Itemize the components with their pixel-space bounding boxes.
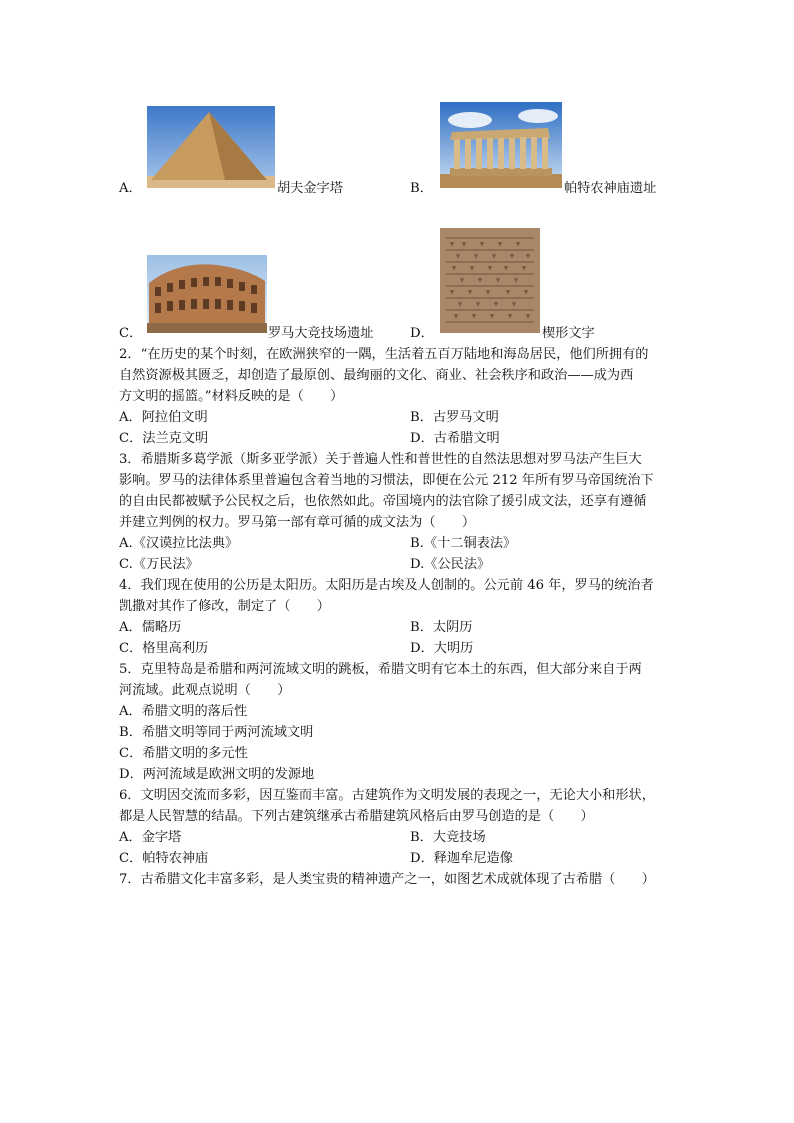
q6-option-a: A．金字塔 [119, 830, 182, 845]
q3-option-c: C.《万民法》 [119, 557, 199, 572]
q5-option-c: C．希腊文明的多元性 [119, 746, 248, 761]
q3-line-2: 影响。罗马的法律体系里普遍包含着当地的习惯法，即便在公元 212 年所有罗马帝国统治下 [119, 473, 654, 488]
cuneiform-photo-icon [440, 228, 540, 333]
option-c-caption: 罗马大竞技场遗址 [268, 326, 374, 341]
q3-option-d: D.《公民法》 [410, 557, 491, 572]
q7-line-1: 7．古希腊文化丰富多彩，是人类宝贵的精神遗产之一，如图艺术成就体现了古希腊（ ） [119, 872, 655, 887]
q6-option-c: C．帕特农神庙 [119, 851, 209, 866]
q4-option-b: B．太阴历 [410, 620, 473, 635]
q5-option-d: D．两河流域是欧洲文明的发源地 [119, 767, 315, 782]
option-a-caption: 胡夫金字塔 [277, 181, 343, 196]
q5-line-2: 河流域。此观点说明（ ） [119, 683, 291, 698]
option-c-label: C． [119, 326, 143, 341]
q3-line-1: 3．希腊斯多葛学派（斯多亚学派）关于普遍人性和普世性的自然法思想对罗马法产生巨大 [119, 452, 642, 467]
q4-option-c: C．格里高利历 [119, 641, 209, 656]
q4-line-1: 4．我们现在使用的公历是太阳历。太阳历是古埃及人创制的。公元前 46 年，罗马的统治者 [119, 578, 654, 593]
q3-line-3: 的自由民都被赋予公民权之后，也依然如此。帝国境内的法官除了援引成文法，还享有遵循 [119, 494, 647, 509]
q2-line-1: 2．“在历史的某个时刻，在欧洲狭窄的一隅，生活着五百万陆地和海岛居民，他们所拥有的 [119, 347, 649, 362]
option-b-label: B． [410, 181, 433, 196]
q5-option-a: A．希腊文明的落后性 [119, 704, 248, 719]
q3-option-a: A.《汉谟拉比法典》 [119, 536, 239, 551]
q4-option-d: D．大明历 [410, 641, 474, 656]
q2-option-b: B．古罗马文明 [410, 410, 499, 425]
q2-option-d: D．古希腊文明 [410, 431, 500, 446]
q4-line-2: 凯撒对其作了修改，制定了（ ） [119, 599, 330, 614]
q2-line-2: 自然资源极其匮乏，却创造了最原创、最绚丽的文化、商业、社会秩序和政治——成为西 [119, 368, 634, 383]
colosseum-photo-icon [147, 255, 267, 333]
q2-line-3: 方文明的摇篮。”材料反映的是（ ） [119, 389, 344, 404]
q6-option-d: D．释迦牟尼造像 [410, 851, 513, 866]
q3-option-b: B.《十二铜表法》 [410, 536, 517, 551]
q4-option-a: A．儒略历 [119, 620, 182, 635]
q6-line-1: 6．文明因交流而多彩，因互鉴而丰富。古建筑作为文明发展的表现之一，无论大小和形状， [119, 788, 655, 803]
option-b-caption: 帕特农神庙遗址 [564, 181, 657, 196]
q6-line-2: 都是人民智慧的结晶。下列古建筑继承古希腊建筑风格后由罗马创造的是（ ） [119, 809, 594, 824]
option-d-caption: 楔形文字 [542, 326, 595, 341]
q5-option-b: B．希腊文明等同于两河流域文明 [119, 725, 314, 740]
pyramid-photo-icon [147, 106, 275, 188]
q2-option-a: A．阿拉伯文明 [119, 410, 208, 425]
option-d-label: D． [410, 326, 434, 341]
q5-line-1: 5．克里特岛是希腊和两河流域文明的跳板，希腊文明有它本土的东西，但大部分来自于两 [119, 662, 642, 677]
q2-option-c: C．法兰克文明 [119, 431, 209, 446]
q3-line-4: 并建立判例的权力。罗马第一部有章可循的成文法为（ ） [119, 515, 476, 530]
option-a-label: A． [119, 181, 142, 196]
parthenon-photo-icon [440, 102, 562, 188]
q6-option-b: B．大竞技场 [410, 830, 486, 845]
